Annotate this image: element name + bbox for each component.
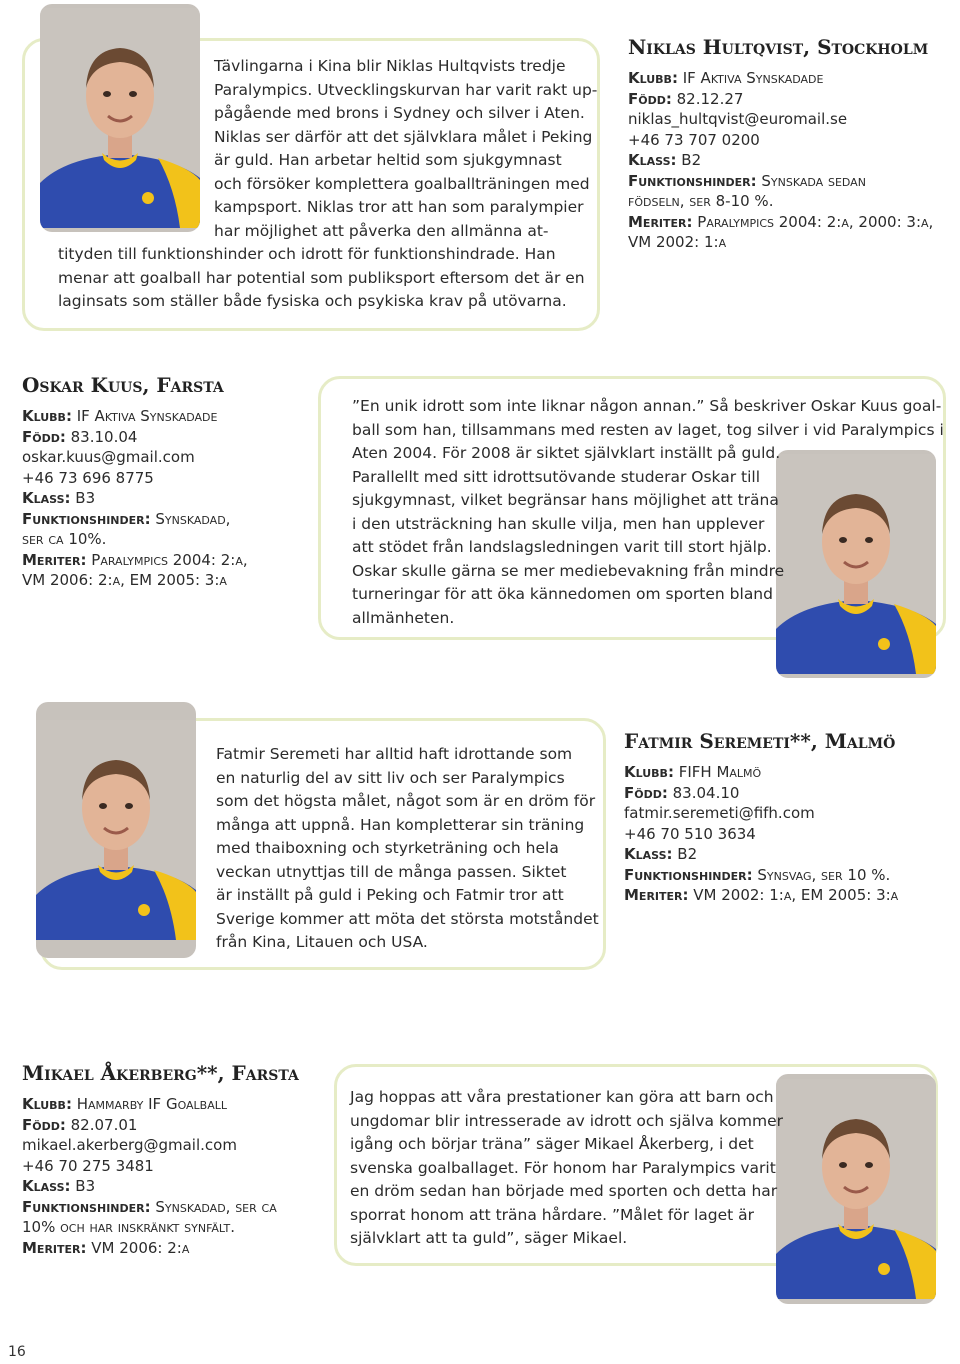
oskar-bio-line: allmänheten.: [352, 608, 455, 627]
klubb-label: Klubb:: [22, 1095, 72, 1113]
oskar-bio-line: Oskar skulle gärna se mer mediebevakning från mindre: [352, 561, 785, 580]
fatmir-bio-line: från Kina, Litauen och USA.: [216, 933, 428, 951]
niklas-klubb-row: [628, 68, 933, 89]
oskar-bio-line: turneringar för att öka kännedomen om sporten bland: [352, 585, 773, 603]
oskar-bio-line: Parallellt med sitt idrottsutövande studerar Oskar till: [352, 467, 761, 486]
fatmir-bio-line: som det högsta målet, något som är en dröm för: [216, 792, 596, 810]
mikael-photo: [776, 1074, 936, 1304]
klubb-label: Klubb:: [22, 407, 72, 425]
fodd-label: Född:: [22, 1115, 66, 1134]
mikael-email: mikael.akerberg@gmail.com: [22, 1136, 237, 1154]
oskar-klass-row: [22, 488, 248, 509]
mikael-klubb-row: [22, 1094, 299, 1115]
oskar-funk-cont: ser ca 10%.: [22, 530, 107, 548]
mikael-fodd-row: [22, 1115, 299, 1136]
fodd-label: Född:: [628, 89, 672, 108]
fatmir-meriter-row: [624, 885, 898, 906]
mikael-funk-row: [22, 1197, 299, 1218]
mikael-bio-line: igång och börjar träna” säger Mikael Åkerberg, i det: [350, 1135, 754, 1153]
meriter-label: Meriter:: [624, 886, 689, 904]
niklas-bio-line: laginsats som ställer både fysiska och psykiska krav på utövarna.: [58, 292, 567, 310]
niklas-bio-line: är guld. Han arbetar heltid som sjukgymnast: [214, 151, 562, 169]
klass-label: Klass:: [628, 151, 677, 169]
fatmir-klass: B2: [677, 845, 698, 863]
fatmir-funk-row: [624, 865, 898, 886]
mikael-bio: [350, 1086, 783, 1251]
niklas-meriter: Paralympics 2004: 2:a, 2000: 3:a,: [697, 212, 934, 231]
fatmir-meriter: VM 2002: 1:a, EM 2005: 3:a: [693, 886, 899, 904]
funk-label: Funktionshinder:: [628, 171, 757, 190]
niklas-bio-line: Tävlingarna i Kina blir Niklas Hultqvists tredje: [214, 57, 566, 75]
funk-label: Funktionshinder:: [624, 865, 753, 884]
fatmir-photo: [36, 702, 196, 958]
meriter-label: Meriter:: [22, 1238, 87, 1257]
niklas-klass-row: [628, 150, 933, 171]
niklas-bio-line: och försöker komplettera goalballträningen med: [214, 174, 590, 193]
oskar-bio: [352, 395, 944, 630]
mikael-funk-cont: 10% och har inskränkt synfält.: [22, 1218, 236, 1236]
mikael-bio-line: självklart att ta guld”, säger Mikael.: [350, 1229, 628, 1247]
niklas-bio-line: Niklas ser därför att det självklara målet i Peking: [214, 127, 593, 146]
oskar-fodd-row: [22, 427, 248, 448]
oskar-funk-row: [22, 509, 248, 530]
oskar-bio-line: i den utsträckning han skulle vilja, men han upplever: [352, 514, 765, 533]
oskar-fodd: 83.10.04: [70, 427, 138, 446]
fatmir-fodd: 83.04.10: [672, 783, 740, 802]
fatmir-bio-line: Fatmir Seremeti har alltid haft idrottande som: [216, 745, 573, 763]
oskar-name: Oskar Kuus, Farsta: [22, 373, 224, 397]
fatmir-fodd-row: [624, 783, 898, 804]
niklas-bio-line: tityden till funktionshinder och idrott för funktionshindrade. Han: [58, 245, 556, 263]
fatmir-klubb-row: [624, 762, 898, 783]
klubb-label: Klubb:: [624, 763, 674, 781]
fatmir-bio-line: många att uppnå. Han kompletterar sin träning: [216, 815, 585, 834]
fatmir-klubb: FIFH Malmö: [678, 763, 762, 781]
niklas-phone: +46 73 707 0200: [628, 130, 760, 149]
mikael-klass: B3: [75, 1177, 96, 1195]
meriter-label: Meriter:: [22, 550, 87, 569]
fodd-label: Född:: [624, 783, 668, 802]
fatmir-klass-row: [624, 844, 898, 865]
niklas-bio-line: har möjlighet att påverka den allmänna at-: [214, 221, 549, 240]
niklas-bio-line: pågående med brons i Sydney och silver i Aten.: [214, 104, 585, 122]
niklas-info: [628, 34, 933, 253]
mikael-bio-line: Jag hoppas att våra prestationer kan göra att barn och: [350, 1088, 774, 1106]
mikael-bio-line: ungdomar blir intresserade av idrott och själva kommer: [350, 1111, 783, 1130]
oskar-klubb: IF Aktiva Synskadade: [76, 407, 218, 425]
mikael-info: [22, 1060, 299, 1258]
oskar-bio-line: sjukgymnast, vilket begränsar hans möjlighet att träna: [352, 491, 779, 509]
fatmir-portrait: [36, 702, 196, 958]
niklas-fodd-row: [628, 89, 933, 110]
mikael-fodd: 82.07.01: [70, 1115, 138, 1134]
niklas-funk-cont: födseln, ser 8-10 %.: [628, 192, 774, 210]
oskar-email: oskar.kuus@gmail.com: [22, 448, 195, 466]
page-number: 16: [8, 1344, 26, 1360]
funk-label: Funktionshinder:: [22, 1197, 151, 1216]
niklas-fodd: 82.12.27: [676, 89, 744, 108]
fatmir-bio-line: Sverige kommer att möta det största motståndet: [216, 909, 599, 928]
fatmir-name: Fatmir Seremeti**, Malmö: [624, 729, 896, 753]
oskar-info: [22, 372, 248, 591]
klubb-label: Klubb:: [628, 69, 678, 87]
oskar-bio-line: ball som han, tillsammans med resten av laget, tog silver i vid Paralympics i: [352, 420, 944, 439]
mikael-bio-line: svenska goalballaget. För honom har Paralympics varit: [350, 1158, 776, 1177]
klass-label: Klass:: [624, 845, 673, 863]
fatmir-bio: [216, 743, 599, 955]
fatmir-phone: +46 70 510 3634: [624, 824, 756, 843]
mikael-funk: Synskadad, ser ca: [155, 1197, 277, 1216]
fatmir-bio-line: veckan utnyttjas till de många passen. Siktet: [216, 862, 567, 881]
oskar-phone: +46 73 696 8775: [22, 468, 154, 487]
fatmir-bio-line: en naturlig del av sitt liv och ser Paralympics: [216, 768, 565, 787]
fatmir-email: fatmir.seremeti@fifh.com: [624, 804, 815, 822]
niklas-bio-line: menar att goalball har potential som publiksport eftersom det är en: [58, 268, 585, 287]
mikael-phone: +46 70 275 3481: [22, 1156, 154, 1175]
oskar-meriter: Paralympics 2004: 2:a,: [91, 550, 248, 569]
oskar-bio-line: Aten 2004. För 2008 är siktet självklart inställt på guld.: [352, 444, 781, 462]
niklas-bio-line: kampsport. Niklas tror att han som paralympier: [214, 198, 584, 216]
mikael-klubb: Hammarby IF Goalball: [76, 1095, 228, 1113]
mikael-portrait: [776, 1074, 936, 1304]
niklas-name: Niklas Hultqvist, Stockholm: [628, 35, 929, 59]
niklas-bio-line: Paralympics. Utvecklingskurvan har varit rakt up-: [214, 80, 598, 99]
oskar-bio-line: att stödet från landslagsledningen varit till stort hjälp.: [352, 538, 772, 556]
niklas-bio: [58, 55, 597, 314]
niklas-funk-row: [628, 171, 933, 192]
fodd-label: Född:: [22, 427, 66, 446]
oskar-klubb-row: [22, 406, 248, 427]
niklas-klass: B2: [681, 151, 702, 169]
mikael-meriter-row: [22, 1238, 299, 1259]
klass-label: Klass:: [22, 489, 71, 507]
niklas-klubb: IF Aktiva Synskadade: [682, 69, 824, 87]
fatmir-bio-line: är inställt på guld i Peking och Fatmir tror att: [216, 886, 564, 904]
oskar-meriter-row: [22, 550, 248, 571]
mikael-bio-line: en dröm sedan han började med sporten och detta har: [350, 1182, 778, 1200]
mikael-meriter: VM 2006: 2:a: [91, 1238, 190, 1257]
meriter-label: Meriter:: [628, 212, 693, 231]
niklas-meriter-cont: VM 2002: 1:a: [628, 233, 727, 251]
klass-label: Klass:: [22, 1177, 71, 1195]
oskar-klass: B3: [75, 489, 96, 507]
fatmir-info: [624, 728, 898, 906]
oskar-meriter-cont: VM 2006: 2:a, EM 2005: 3:a: [22, 571, 227, 589]
mikael-klass-row: [22, 1176, 299, 1197]
oskar-funk: Synskadad,: [155, 509, 231, 528]
fatmir-bio-line: med thaiboxning och styrketräning och hela: [216, 839, 559, 857]
mikael-name: Mikael Åkerberg**, Farsta: [22, 1061, 299, 1085]
oskar-bio-line: ”En unik idrott som inte liknar någon annan.” Så beskriver Oskar Kuus goal-: [352, 397, 942, 415]
fatmir-funk: Synsvag, ser 10 %.: [757, 865, 891, 884]
funk-label: Funktionshinder:: [22, 509, 151, 528]
mikael-bio-line: sporrat honom att träna hårdare. ”Målet för laget är: [350, 1205, 755, 1224]
niklas-funk: Synskada sedan: [761, 171, 866, 190]
niklas-email: niklas_hultqvist@euromail.se: [628, 110, 848, 128]
niklas-meriter-row: [628, 212, 933, 233]
